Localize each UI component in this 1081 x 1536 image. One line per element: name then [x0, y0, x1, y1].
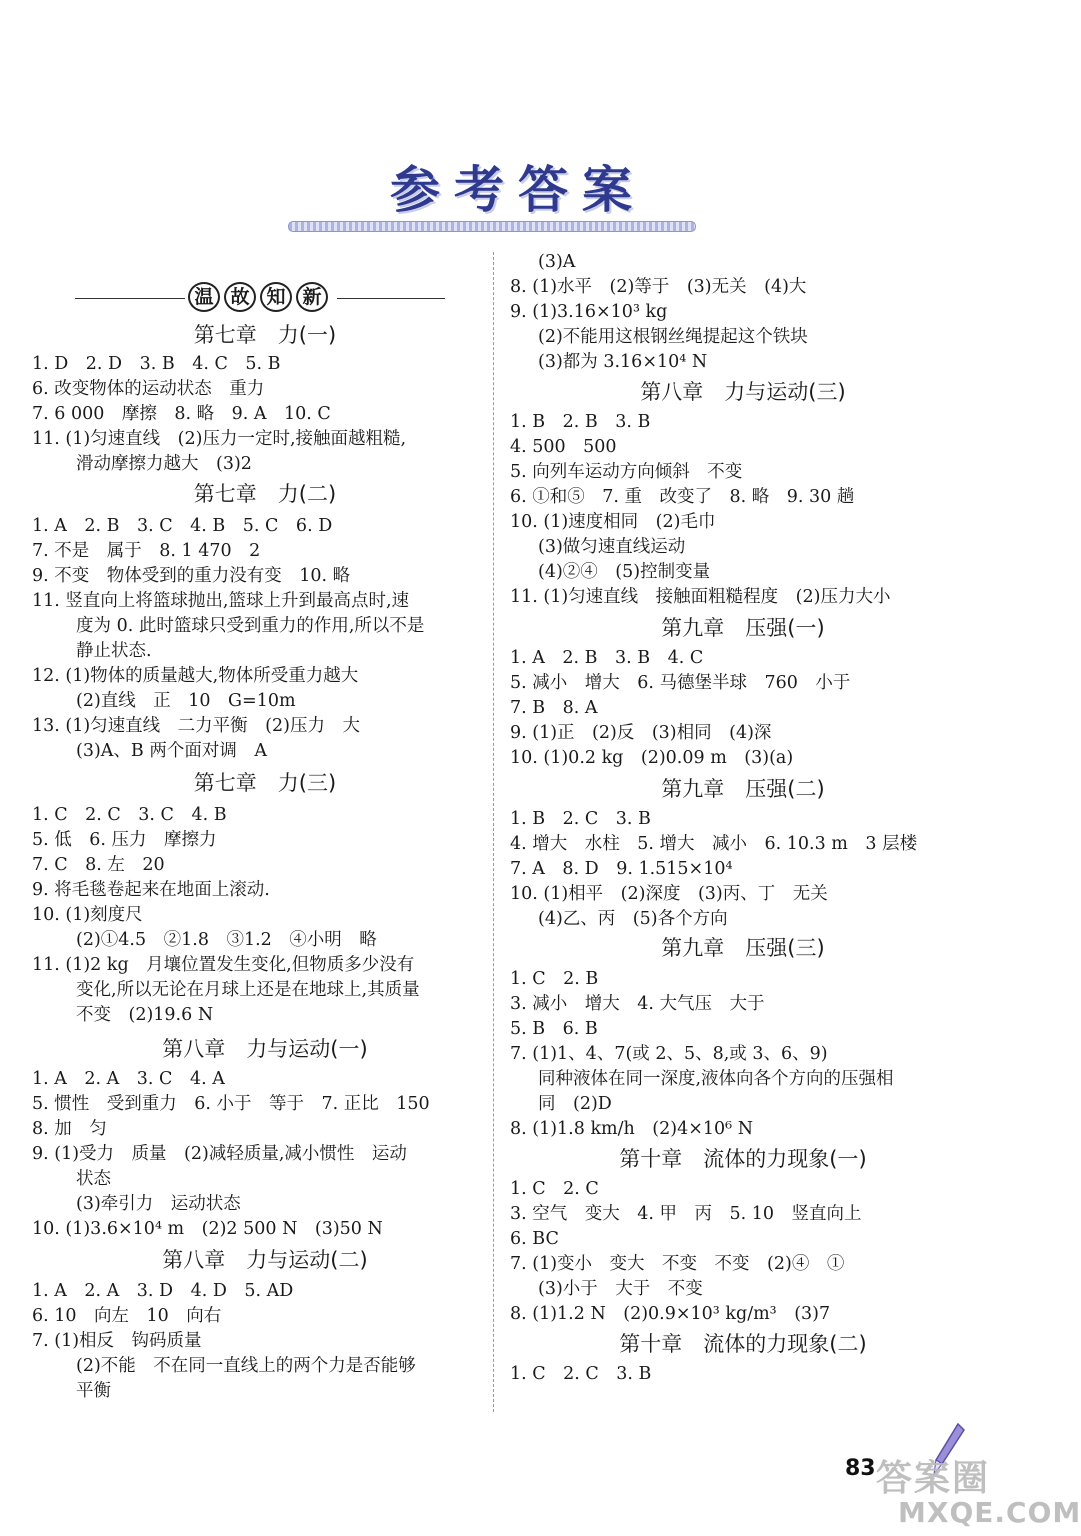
answer-line: 7. (1)相反 钩码质量 — [32, 1331, 202, 1351]
answer-line: 4. 增大 水柱 5. 增大 减小 6. 10.3 m 3 层楼 — [510, 834, 918, 854]
answer-line: 6. 改变物体的运动状态 重力 — [32, 379, 265, 399]
answer-line: 9. 不变 物体受到的重力没有变 10. 略 — [32, 566, 351, 586]
answer-line: 1. C 2. C 3. C 4. B — [32, 805, 227, 825]
answer-line: 7. (1)变小 变大 不变 不变 (2)④ ① — [510, 1254, 845, 1274]
answer-line: 3. 减小 增大 4. 大气压 大于 — [510, 994, 765, 1014]
chapter-heading: 第七章 力(一) — [193, 323, 337, 347]
page-number: 83 — [845, 1456, 876, 1481]
answer-line: 13. (1)匀速直线 二力平衡 (2)压力 大 — [32, 716, 360, 736]
answer-line: 12. (1)物体的质量越大,物体所受重力越大 — [32, 666, 359, 686]
answer-line: 7. A 8. D 9. 1.515×10⁴ — [510, 859, 733, 879]
answer-line: 11. (1)匀速直线 接触面粗糙程度 (2)压力大小 — [510, 587, 891, 607]
watermark — [876, 1450, 1081, 1530]
answer-line: 1. C 2. B — [510, 969, 599, 989]
answer-line: 10. (1)速度相同 (2)毛巾 — [510, 512, 716, 532]
answer-line: 6. ①和⑤ 7. 重 改变了 8. 略 9. 30 趟 — [510, 487, 855, 507]
answer-line: 8. (1)水平 (2)等于 (3)无关 (4)大 — [510, 277, 807, 297]
answer-line: 8. 加 匀 — [32, 1119, 107, 1139]
answer-line: 1. A 2. B 3. C 4. B 5. C 6. D — [32, 516, 333, 536]
answer-line: 10. (1)3.6×10⁴ m (2)2 500 N (3)50 N — [32, 1219, 383, 1239]
section-banner — [75, 284, 445, 312]
answer-line: (4)②④ (5)控制变量 — [538, 562, 711, 582]
banner-rule-left — [75, 298, 185, 299]
chapter-heading: 第十章 流体的力现象(二) — [619, 1332, 867, 1356]
answer-line: 5. 惯性 受到重力 6. 小于 等于 7. 正比 150 — [32, 1094, 430, 1114]
answer-line: 滑动摩擦力越大 (3)2 — [76, 454, 252, 474]
answer-line: 8. (1)1.8 km/h (2)4×10⁶ N — [510, 1119, 754, 1139]
answer-line: (3)都为 3.16×10⁴ N — [538, 352, 708, 372]
answer-line: 10. (1)刻度尺 — [32, 905, 143, 925]
answer-line: 1. A 2. A 3. D 4. D 5. AD — [32, 1281, 294, 1301]
answer-line: 状态 — [76, 1169, 111, 1189]
answer-line: (4)乙、丙 (5)各个方向 — [538, 909, 728, 929]
banner-char: 故 — [224, 282, 256, 312]
answer-line: 10. (1)0.2 kg (2)0.09 m (3)(a) — [510, 748, 794, 768]
answer-line: 8. (1)1.2 N (2)0.9×10³ kg/m³ (3)7 — [510, 1304, 831, 1324]
answer-line: 同 (2)D — [538, 1094, 612, 1114]
answer-line: 5. B 6. B — [510, 1019, 598, 1039]
chapter-heading: 第七章 力(三) — [193, 771, 337, 795]
answer-line: 6. 10 向左 10 向右 — [32, 1306, 222, 1326]
answer-line: 7. C 8. 左 20 — [32, 855, 165, 875]
answer-line: 9. (1)3.16×10³ kg — [510, 302, 668, 322]
answer-line: (3)小于 大于 不变 — [538, 1279, 703, 1299]
chapter-heading: 第十章 流体的力现象(一) — [619, 1147, 867, 1171]
chapter-heading: 第九章 压强(一) — [661, 616, 825, 640]
watermark-url: MXQE.COM — [898, 1496, 1081, 1529]
answer-line: 3. 空气 变大 4. 甲 丙 5. 10 竖直向上 — [510, 1204, 862, 1224]
answer-line: 5. 低 6. 压力 摩擦力 — [32, 830, 217, 850]
answer-line: 7. 不是 属于 8. 1 470 2 — [32, 541, 261, 561]
chapter-heading: 第九章 压强(三) — [661, 936, 825, 960]
answer-line: 9. (1)受力 质量 (2)减轻质量,减小惯性 运动 — [32, 1144, 407, 1164]
chapter-heading: 第八章 力与运动(一) — [162, 1037, 368, 1061]
answer-line: 1. C 2. C 3. B — [510, 1364, 652, 1384]
answer-line: 11. (1)匀速直线 (2)压力一定时,接触面越粗糙, — [32, 429, 407, 449]
page-title: 参考答案 — [390, 161, 646, 219]
answer-line: 1. A 2. B 3. B 4. C — [510, 648, 704, 668]
chapter-heading: 第九章 压强(二) — [661, 777, 825, 801]
banner-char: 知 — [260, 282, 292, 312]
answer-line: 不变 (2)19.6 N — [76, 1005, 214, 1025]
answer-line: (2)直线 正 10 G=10m — [76, 691, 296, 711]
answer-line: 6. BC — [510, 1229, 559, 1249]
answer-line: 1. B 2. C 3. B — [510, 809, 651, 829]
answer-line: 度为 0. 此时篮球只受到重力的作用,所以不是 — [76, 616, 425, 636]
answer-line: 平衡 — [76, 1381, 111, 1401]
answer-line: 7. 6 000 摩擦 8. 略 9. A 10. C — [32, 404, 331, 424]
answer-line: 9. (1)正 (2)反 (3)相同 (4)深 — [510, 723, 772, 743]
chapter-heading: 第八章 力与运动(三) — [640, 380, 846, 404]
watermark-text: 答案圈 — [876, 1458, 991, 1499]
answer-line: 7. (1)1、4、7(或 2、5、8,或 3、6、9) — [510, 1044, 828, 1064]
answer-line: 变化,所以无论在月球上还是在地球上,其质量 — [76, 980, 420, 1000]
answer-line: (2)不能用这根钢丝绳提起这个铁块 — [538, 327, 808, 347]
column-divider — [493, 252, 494, 1412]
answer-line: 9. 将毛毯卷起来在地面上滚动. — [32, 880, 270, 900]
banner-char: 温 — [188, 282, 220, 312]
banner-characters — [188, 282, 328, 312]
banner-char: 新 — [296, 282, 328, 312]
answer-line: 4. 500 500 — [510, 437, 617, 457]
answer-line: 5. 向列车运动方向倾斜 不变 — [510, 462, 743, 482]
answer-line: 11. (1)2 kg 月壤位置发生变化,但物质多少没有 — [32, 955, 415, 975]
answer-line: 同种液体在同一深度,液体向各个方向的压强相 — [538, 1069, 894, 1089]
answer-line: 7. B 8. A — [510, 698, 598, 718]
chapter-heading: 第八章 力与运动(二) — [162, 1248, 368, 1272]
answer-line: (2)①4.5 ②1.8 ③1.2 ④小明 略 — [76, 930, 377, 950]
answer-line: (3)A、B 两个面对调 A — [76, 741, 267, 761]
answer-line: 11. 竖直向上将篮球抛出,篮球上升到最高点时,速 — [32, 591, 410, 611]
answer-line: 10. (1)相平 (2)深度 (3)丙、丁 无关 — [510, 884, 828, 904]
answer-line: 静止状态. — [76, 641, 152, 661]
answer-line: 1. C 2. C — [510, 1179, 599, 1199]
title-underline — [288, 221, 696, 232]
answer-line: 1. D 2. D 3. B 4. C 5. B — [32, 354, 281, 374]
answer-line: 1. A 2. A 3. C 4. A — [32, 1069, 225, 1089]
banner-rule-right — [337, 298, 445, 299]
answer-line: 5. 减小 增大 6. 马德堡半球 760 小于 — [510, 673, 851, 693]
chapter-heading: 第七章 力(二) — [193, 482, 337, 506]
answer-line: (3)做匀速直线运动 — [538, 537, 686, 557]
answer-line: (3)A — [538, 252, 576, 272]
answer-line: 1. B 2. B 3. B — [510, 412, 651, 432]
answer-line: (2)不能 不在同一直线上的两个力是否能够 — [76, 1356, 416, 1376]
answer-line: (3)牵引力 运动状态 — [76, 1194, 241, 1214]
